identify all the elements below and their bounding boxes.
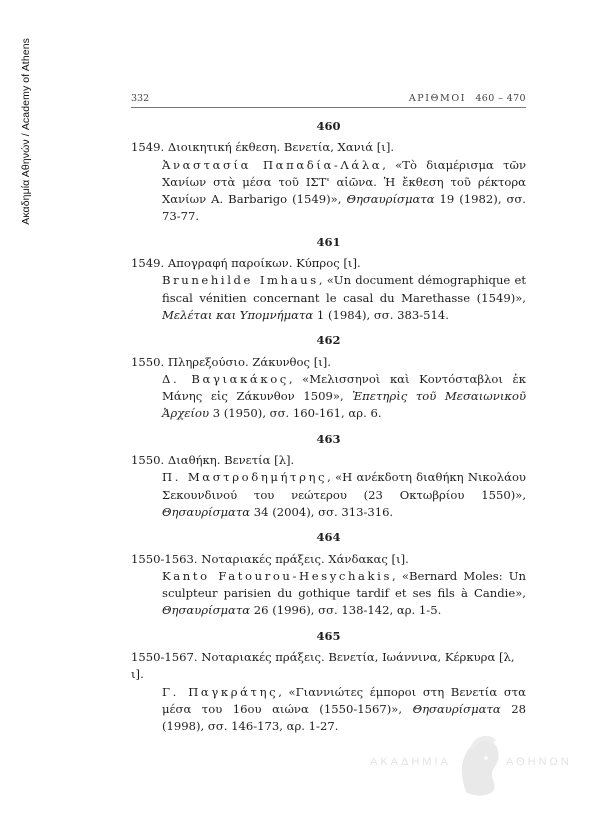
entry-title: , «Γιαννιώτες έμποροι στη Βενετία στα μέσα του 16ου αιώνα (1550-1567)», — [162, 684, 526, 716]
entry-journal: Θησαυρίσματα — [346, 192, 435, 207]
entry-number: 464 — [316, 530, 341, 545]
entry-head: 1550-1563. Νοταριακές πράξεις. Χάνδακας [ι]. — [131, 551, 409, 566]
running-title-range: 460 – 470 — [475, 93, 526, 104]
running-title — [409, 93, 526, 104]
entry — [131, 118, 526, 226]
entry-citation — [131, 684, 526, 736]
entry-title: , «Η ανέκδοτη διαθήκη Νικολάου Σεκουνδινού του νεώτερου (23 Οκτωβρίου 1550)», — [162, 470, 526, 502]
entry-author: Ἀναστασία Παπαδία-Λάλα — [162, 157, 383, 172]
archive-side-label: Ακαδημία Αθηνών / Academy of Athens — [20, 38, 32, 225]
entry — [131, 628, 526, 736]
entry-number: 461 — [316, 234, 341, 249]
watermark-right-text: ΑΘΗΝΩΝ — [506, 756, 572, 768]
entry-pages: 1 (1984), σσ. 383-514. — [313, 307, 449, 322]
entry-author: Γ. Παγκράτης — [162, 684, 279, 699]
entry-pages: 34 (2004), σσ. 313-316. — [250, 504, 394, 519]
entry-number: 462 — [316, 333, 341, 348]
entry-head: 1550. Πληρεξούσιο. Ζάκυνθος [ι]. — [131, 354, 331, 369]
entry-citation — [131, 272, 526, 324]
entry-citation — [131, 371, 526, 423]
entry-pages: 28 (1998), σσ. 146-173, αρ. 1-27. — [162, 701, 526, 734]
athena-head-icon — [452, 730, 504, 800]
entry — [131, 234, 526, 324]
entry-citation — [131, 157, 526, 226]
entry — [131, 431, 526, 521]
entry — [131, 529, 526, 619]
entry-title: , «Un document démographique et fiscal vénitien concernant le casal du Marethasse (1549)», — [162, 273, 526, 305]
entry-citation — [131, 469, 526, 521]
page-number: 332 — [131, 93, 150, 104]
entry-pages: 3 (1950), σσ. 160-161, αρ. 6. — [209, 406, 382, 421]
entry-journal: Θησαυρίσματα — [162, 603, 251, 618]
entry-journal: Μελέται και Υπομνήματα — [162, 307, 314, 322]
entry-head: 1550-1567. Νοταριακές πράξεις. Βενετία, Ιωάννινα, Κέρκυρα [λ, ι]. — [131, 650, 515, 682]
entry-title: , «Μελισσηνοὶ καὶ Κοντόσταβλοι ἐκ Μάνης εἰς Ζάκυνθον 1509», — [162, 371, 526, 404]
entry-head: 1549. Διοικητική έκθεση. Βενετία, Χανιά [ι]. — [131, 140, 395, 155]
entries-list — [131, 118, 526, 744]
running-title-text: ΑΡΙΘΜΟΙ — [408, 93, 467, 104]
entry-author: Δ. Βαγιακάκος — [162, 371, 289, 386]
entry — [131, 332, 526, 422]
entry-author: Π. Μαστροδημήτρης — [162, 470, 328, 485]
watermark-left-text: ΑΚΑΔΗΜΙΑ — [370, 756, 451, 768]
entry-pages: 19 (1982), σσ. 73-77. — [162, 192, 526, 224]
entry-journal: Θησαυρίσματα — [412, 701, 501, 716]
entry-number: 460 — [316, 119, 341, 133]
entry-pages: 26 (1996), σσ. 138-142, αρ. 1-5. — [250, 603, 442, 618]
entry-number: 463 — [316, 431, 341, 446]
entry-journal: Θησαυρίσματα — [162, 504, 251, 519]
entry-title: , «Bernard Moles: Un sculpteur parisien du gothique tardif et ses fils à Candie», — [162, 568, 526, 601]
entry-author: Brunehilde Imhaus — [162, 273, 319, 288]
header-rule — [131, 107, 526, 108]
entry-head: 1550. Διαθήκη. Βενετία [λ]. — [131, 453, 295, 468]
entry-head: 1549. Απογραφή παροίκων. Κύπρος [ι]. — [131, 256, 361, 271]
academy-watermark — [370, 730, 590, 800]
entry-author: Kanto Fatourou-Hesychakis — [162, 568, 393, 583]
entry-title: , «Τὸ διαμέρισμα τῶν Χανίων στὰ μέσα τοῦ ΙΣΤ' αἰῶνα. Ἡ ἔκθεση τοῦ ρέκτορα Χανίων A. Barbarigo (1549)», — [162, 157, 526, 207]
entry-citation — [131, 568, 526, 620]
entry-number: 465 — [316, 628, 341, 643]
entry-journal: Ἐπετηρὶς τοῦ Μεσαιωνικοῦ Ἀρχείου — [162, 389, 526, 421]
